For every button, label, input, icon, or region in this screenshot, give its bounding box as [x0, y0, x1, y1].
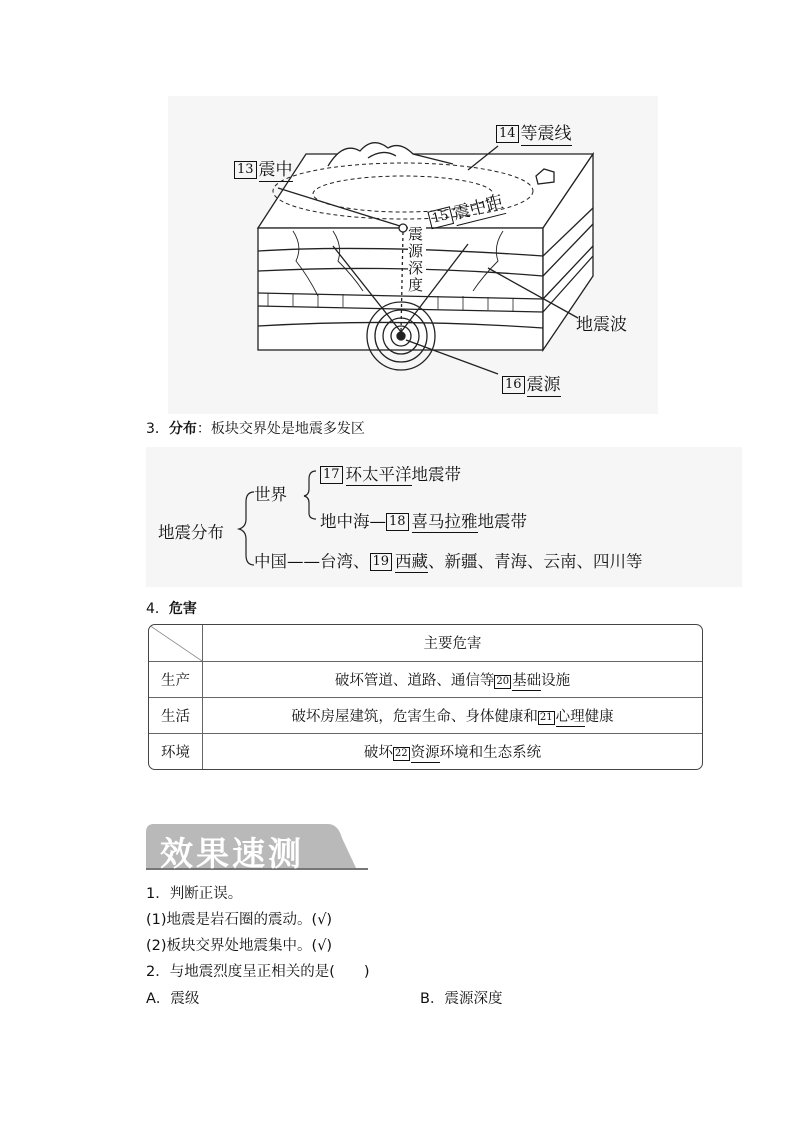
china-prefix: 中国——台湾、: [254, 552, 370, 571]
table-header-row: [149, 625, 702, 661]
row-post: 环境和生态系统: [439, 744, 542, 761]
hazard-table: [148, 624, 703, 770]
row-pre: 破坏房屋建筑，危害生命、身体健康和: [291, 708, 538, 725]
belt-mediterranean-suffix: 地震带: [477, 512, 528, 531]
row-label: 环境: [149, 733, 203, 769]
num-13-box: 13: [234, 161, 257, 179]
num-22-box: 22: [394, 747, 408, 759]
china-fill: 西藏: [395, 552, 429, 571]
question-1: 1．判断正误。: [146, 886, 243, 902]
section-3-title: 分布: [168, 421, 197, 437]
num-19-box: 19: [370, 553, 393, 571]
num-20-box: 20: [496, 675, 510, 687]
label-epicenter: [234, 155, 293, 180]
focal-depth-char-4: 度: [408, 276, 424, 294]
section-3-text: ：板块交界处是地震多发区: [196, 421, 365, 437]
section-4-number: 4．: [146, 601, 169, 617]
num-16-box: 16: [502, 376, 525, 394]
belt-mediterranean-fill: 喜马拉雅: [411, 512, 478, 531]
diagonal-line: [149, 625, 202, 661]
row-post: 设施: [541, 672, 571, 689]
label-focus: [502, 370, 561, 395]
focal-depth-char-3: 深: [408, 259, 424, 277]
belt-pacific-fill: 环太平洋: [345, 465, 412, 484]
belt-mediterranean: [320, 508, 527, 532]
china-suffix: 、新疆、青海、云南、四川等: [428, 552, 643, 571]
belt-mediterranean-prefix: 地中海—: [320, 512, 386, 531]
distribution-diagram: [146, 447, 742, 587]
option-a: A．震级: [146, 991, 200, 1007]
earthquake-diagram: [168, 96, 658, 414]
belt-pacific: [320, 461, 461, 485]
label-isoseismal-text: 等震线: [520, 124, 572, 144]
question-1-item-1: (1)地震是岩石圈的震动。(√): [146, 912, 333, 928]
label-epicentral-distance-text: 震中距: [451, 192, 506, 225]
row-label: 生活: [149, 697, 203, 733]
table-row: [149, 733, 702, 769]
table-header-cell: 主要危害: [203, 625, 703, 661]
distribution-root: 地震分布: [158, 523, 224, 542]
table-row: [149, 697, 702, 733]
row-fill: 资源: [410, 744, 440, 761]
banner-title: 效果速测: [160, 834, 304, 873]
label-focal-depth: [408, 226, 426, 294]
label-isoseismal: [496, 119, 572, 144]
label-focus-text: 震源: [526, 375, 561, 395]
num-18-box: 18: [386, 513, 409, 531]
option-b: B．震源深度: [420, 991, 503, 1007]
distribution-china: [254, 548, 643, 572]
section-banner: [146, 824, 368, 874]
focal-depth-char-2: 源: [408, 242, 424, 260]
row-fill: 基础: [512, 672, 542, 689]
row-post: 健康: [584, 708, 614, 725]
num-14-box: 14: [496, 125, 519, 143]
section-3-number: 3．: [146, 421, 169, 437]
num-21-box: 21: [539, 711, 553, 723]
focal-depth-char-1: 震: [408, 225, 424, 243]
belt-pacific-suffix: 地震带: [411, 465, 462, 484]
num-15-box: 15: [427, 206, 453, 229]
question-1-item-2: (2)板块交界处地震集中。(√): [146, 938, 333, 954]
distribution-world: 世界: [254, 485, 287, 504]
section-3-heading: [146, 418, 365, 438]
num-17-box: 17: [320, 466, 343, 484]
section-4-title: 危害: [168, 601, 197, 617]
row-fill: 心理: [555, 708, 585, 725]
label-seismic-wave: 地震波: [576, 315, 627, 335]
row-pre: 破坏: [363, 744, 393, 761]
question-2: 2．与地震烈度呈正相关的是( ): [146, 964, 370, 980]
section-4-heading: [146, 598, 197, 618]
row-content: [203, 661, 703, 697]
row-content: [203, 733, 703, 769]
table-corner-cell: [149, 625, 203, 661]
table-row: [149, 661, 702, 697]
row-content: [203, 697, 703, 733]
row-pre: 破坏管道、道路、通信等: [334, 672, 495, 689]
row-label: 生产: [149, 661, 203, 697]
label-epicenter-text: 震中: [258, 160, 293, 180]
